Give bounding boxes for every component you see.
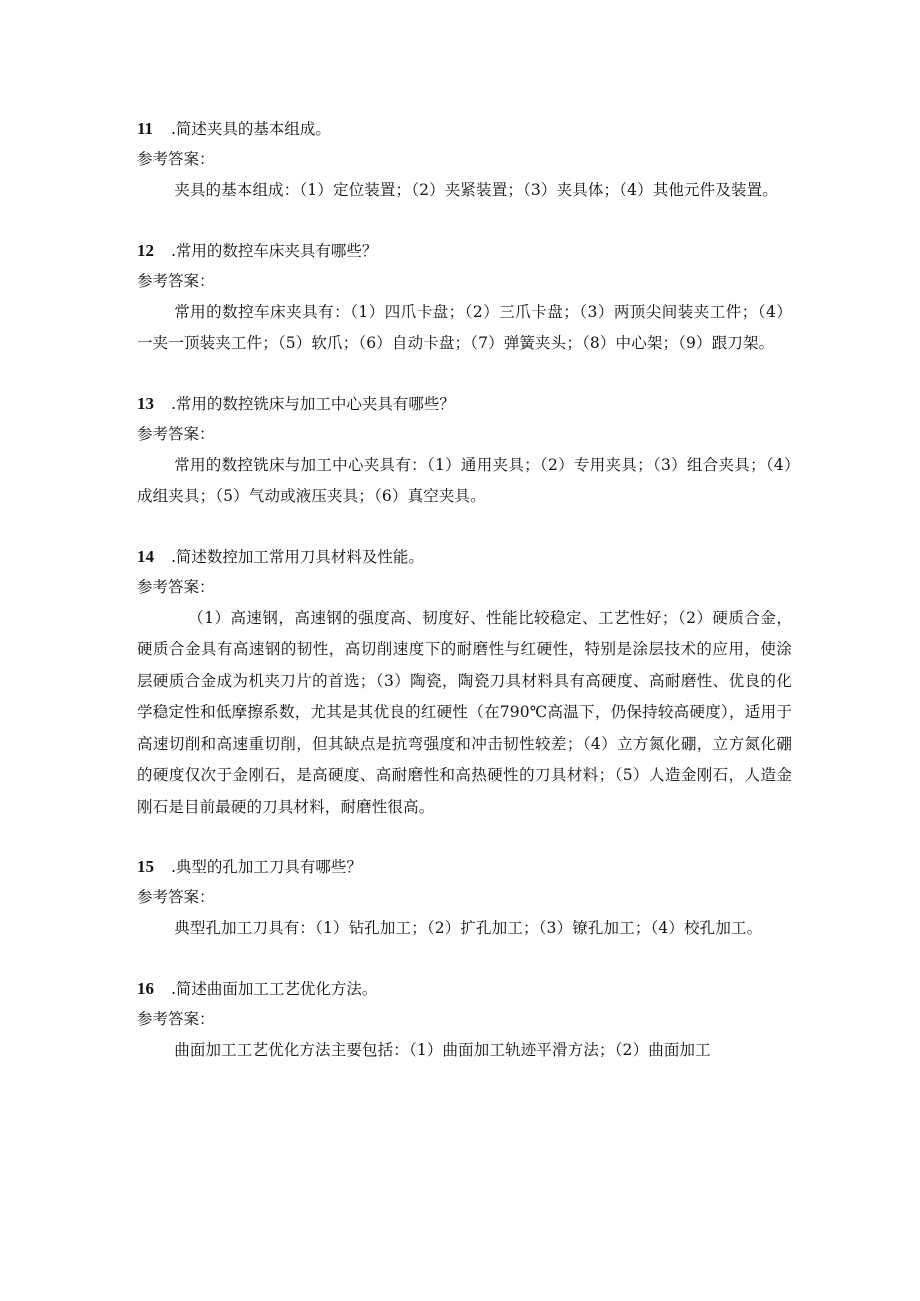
answer-label: 参考答案： — [137, 577, 215, 596]
question-heading — [137, 388, 792, 419]
question-number: 12 — [137, 240, 154, 260]
answer-text: 常用的数控车床夹具有：（1）四爪卡盘；（2）三爪卡盘；（3）两顶尖间装夹工件；（4）一夹一顶装夹工件；（5）软爪；（6）自动卡盘；（7）弹簧夹头；（8）中心架；（9）跟刀架。 — [137, 302, 792, 352]
answer-text: 常用的数控铣床与加工中心夹具有：（1）通用夹具；（2）专用夹具；（3）组合夹具；（4）成组夹具；（5）气动或液压夹具；（6）真空夹具。 — [137, 455, 792, 505]
qa-item-12 — [137, 235, 792, 360]
answer-label: 参考答案： — [137, 150, 215, 168]
qa-item-16 — [137, 973, 792, 1067]
qa-item-11 — [137, 113, 792, 207]
question-heading — [137, 235, 792, 266]
answer-label: 参考答案： — [137, 888, 215, 906]
answer-text: 典型孔加工刀具有：（1）钻孔加工；（2）扩孔加工；（3）镣孔加工；（4）校孔加工。 — [174, 919, 763, 937]
question-heading — [137, 851, 792, 882]
question-heading — [137, 113, 792, 144]
answer-text: （1）高速钢，高速钢的强度高、韧度好、性能比较稳定、工艺性好；（2）硬质合金，硬质合金具有高速钢的韧性，高切削速度下的耐磨性与红硬性，特别是涂层技术的应用，使涂层硬质合金成为机夹刀片的首选；（3）陶瓷，陶瓷刀具材料具有高硬度、高耐磨性、优良的化学稳定性和低摩擦系数，尤其是其优良的红硬性（在790℃高温下，仍保持较高硬度），适用于高速切削和高速重切削，但其缺点是抗弯强度和冲击韧性较差；（4）立方氮化硼，立方氮化硼的硬度仅次于金刚石，是高硬度、高耐磨性和高热硬性的刀具材料；（5）人造金刚石，人造金刚石是目前最硬的刀具材料，耐磨性很高。 — [137, 608, 792, 816]
answer-label: 参考答案： — [137, 1009, 215, 1028]
question-number: 13 — [137, 393, 154, 413]
qa-item-13 — [137, 388, 792, 513]
question-number: 14 — [137, 546, 154, 566]
qa-item-14 — [137, 541, 792, 824]
question-text: .简述曲面加工工艺优化方法。 — [171, 979, 378, 998]
answer-text: 夹具的基本组成：（1）定位装置；（2）夹紧装置；（3）夹具体；（4）其他元件及装置。 — [174, 181, 778, 199]
answer-text: 曲面加工工艺优化方法主要包括：（1）曲面加工轨迹平滑方法；（2）曲面加工 — [174, 1040, 711, 1059]
question-text: .简述夹具的基本组成。 — [171, 120, 331, 138]
question-text: .简述数控加工常用刀具材料及性能。 — [171, 547, 424, 566]
question-heading — [137, 973, 792, 1004]
answer-label: 参考答案： — [137, 424, 215, 443]
answer-label: 参考答案： — [137, 271, 215, 290]
question-text: .常用的数控铣床与加工中心夹具有哪些？ — [171, 394, 455, 413]
question-number: 16 — [137, 978, 154, 998]
question-number: 15 — [137, 857, 154, 876]
question-number: 11 — [137, 119, 154, 138]
question-heading — [137, 541, 792, 572]
qa-item-15 — [137, 851, 792, 945]
question-text: .常用的数控车床夹具有哪些？ — [171, 241, 378, 260]
document-page — [137, 113, 792, 1094]
question-text: .典型的孔加工刀具有哪些？ — [171, 858, 362, 876]
